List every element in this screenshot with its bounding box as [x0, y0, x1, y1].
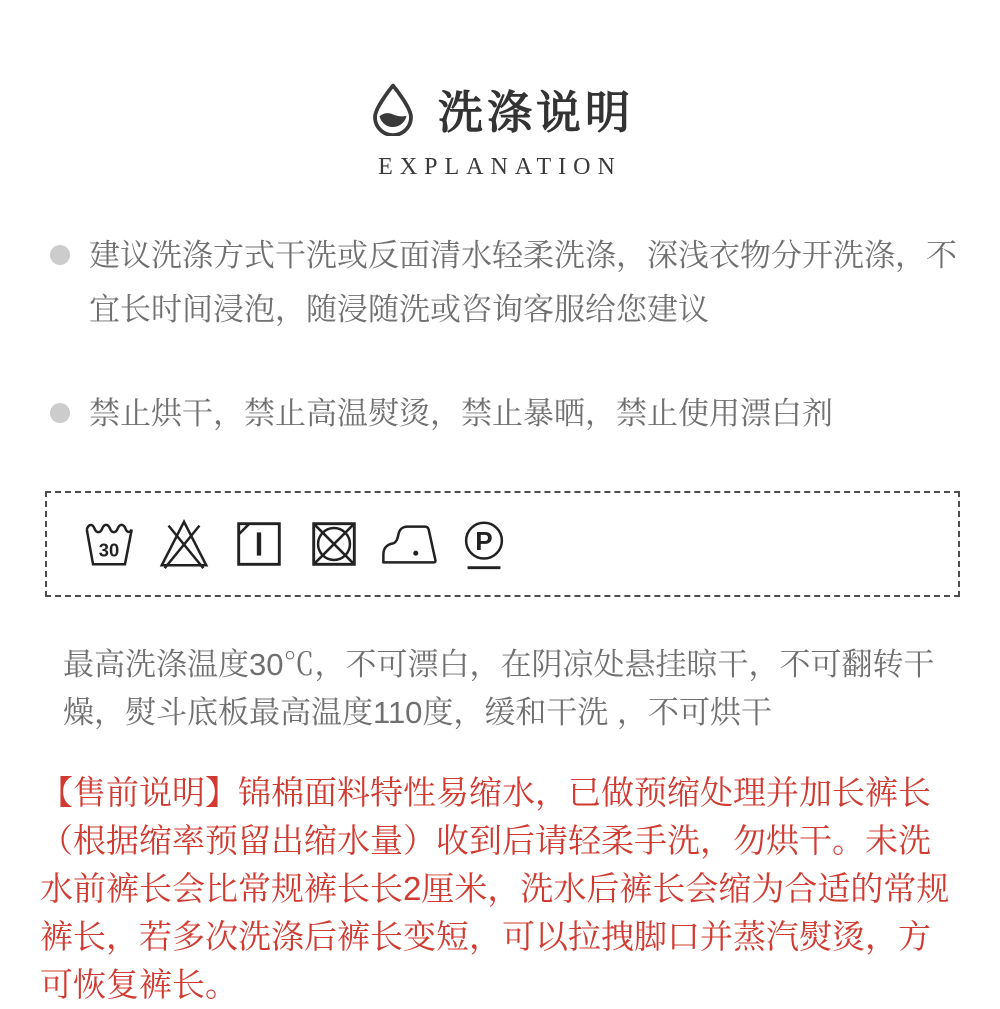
- page-title: 洗涤说明: [437, 87, 634, 138]
- svg-text:30: 30: [98, 539, 120, 561]
- gentle-dry-clean-icon: [455, 515, 513, 573]
- water-drop-icon: [366, 82, 420, 136]
- header: [0, 0, 1000, 181]
- note-text: 建议洗涤方式干洗或反面清水轻柔洗涤，深浅衣物分开洗涤，不宜长时间浸泡，随浸随洗或咨询客服给您建议: [89, 238, 957, 327]
- note-item: [50, 387, 958, 441]
- drip-dry-in-shade-icon: [230, 515, 288, 573]
- bullet-dot-icon: [50, 403, 70, 423]
- care-symbols-box: [45, 491, 960, 597]
- care-notes-list: [50, 229, 958, 441]
- do-not-tumble-dry-icon: [305, 515, 363, 573]
- page-subtitle: EXPLANATION: [378, 154, 622, 180]
- note-text: 禁止烘干，禁止高温熨烫，禁止暴晒，禁止使用漂白剂: [89, 396, 833, 431]
- care-caption: 最高洗涤温度30℃，不可漂白，在阴凉处悬挂晾干，不可翻转干燥，熨斗底板最高温度110度，缓和干洗 ，不可烘干: [63, 647, 935, 730]
- svg-text:P: P: [475, 525, 493, 556]
- presale-note: 【售前说明】锦棉面料特性易缩水，已做预缩处理并加长裤长（根据缩率预留出缩水量）收到后请轻柔手洗，勿烘干。未洗水前裤长会比常规裤长长2厘米，洗水后裤长会缩为合适的常规裤长，若多次洗涤后裤长变短，可以拉拽脚口并蒸汽熨烫，方可恢复裤长。: [40, 774, 950, 1003]
- bullet-dot-icon: [50, 245, 70, 265]
- note-item: [50, 229, 958, 337]
- do-not-bleach-icon: [155, 515, 213, 573]
- iron-low-temp-icon: [380, 515, 438, 573]
- wash-30-icon: [80, 515, 138, 573]
